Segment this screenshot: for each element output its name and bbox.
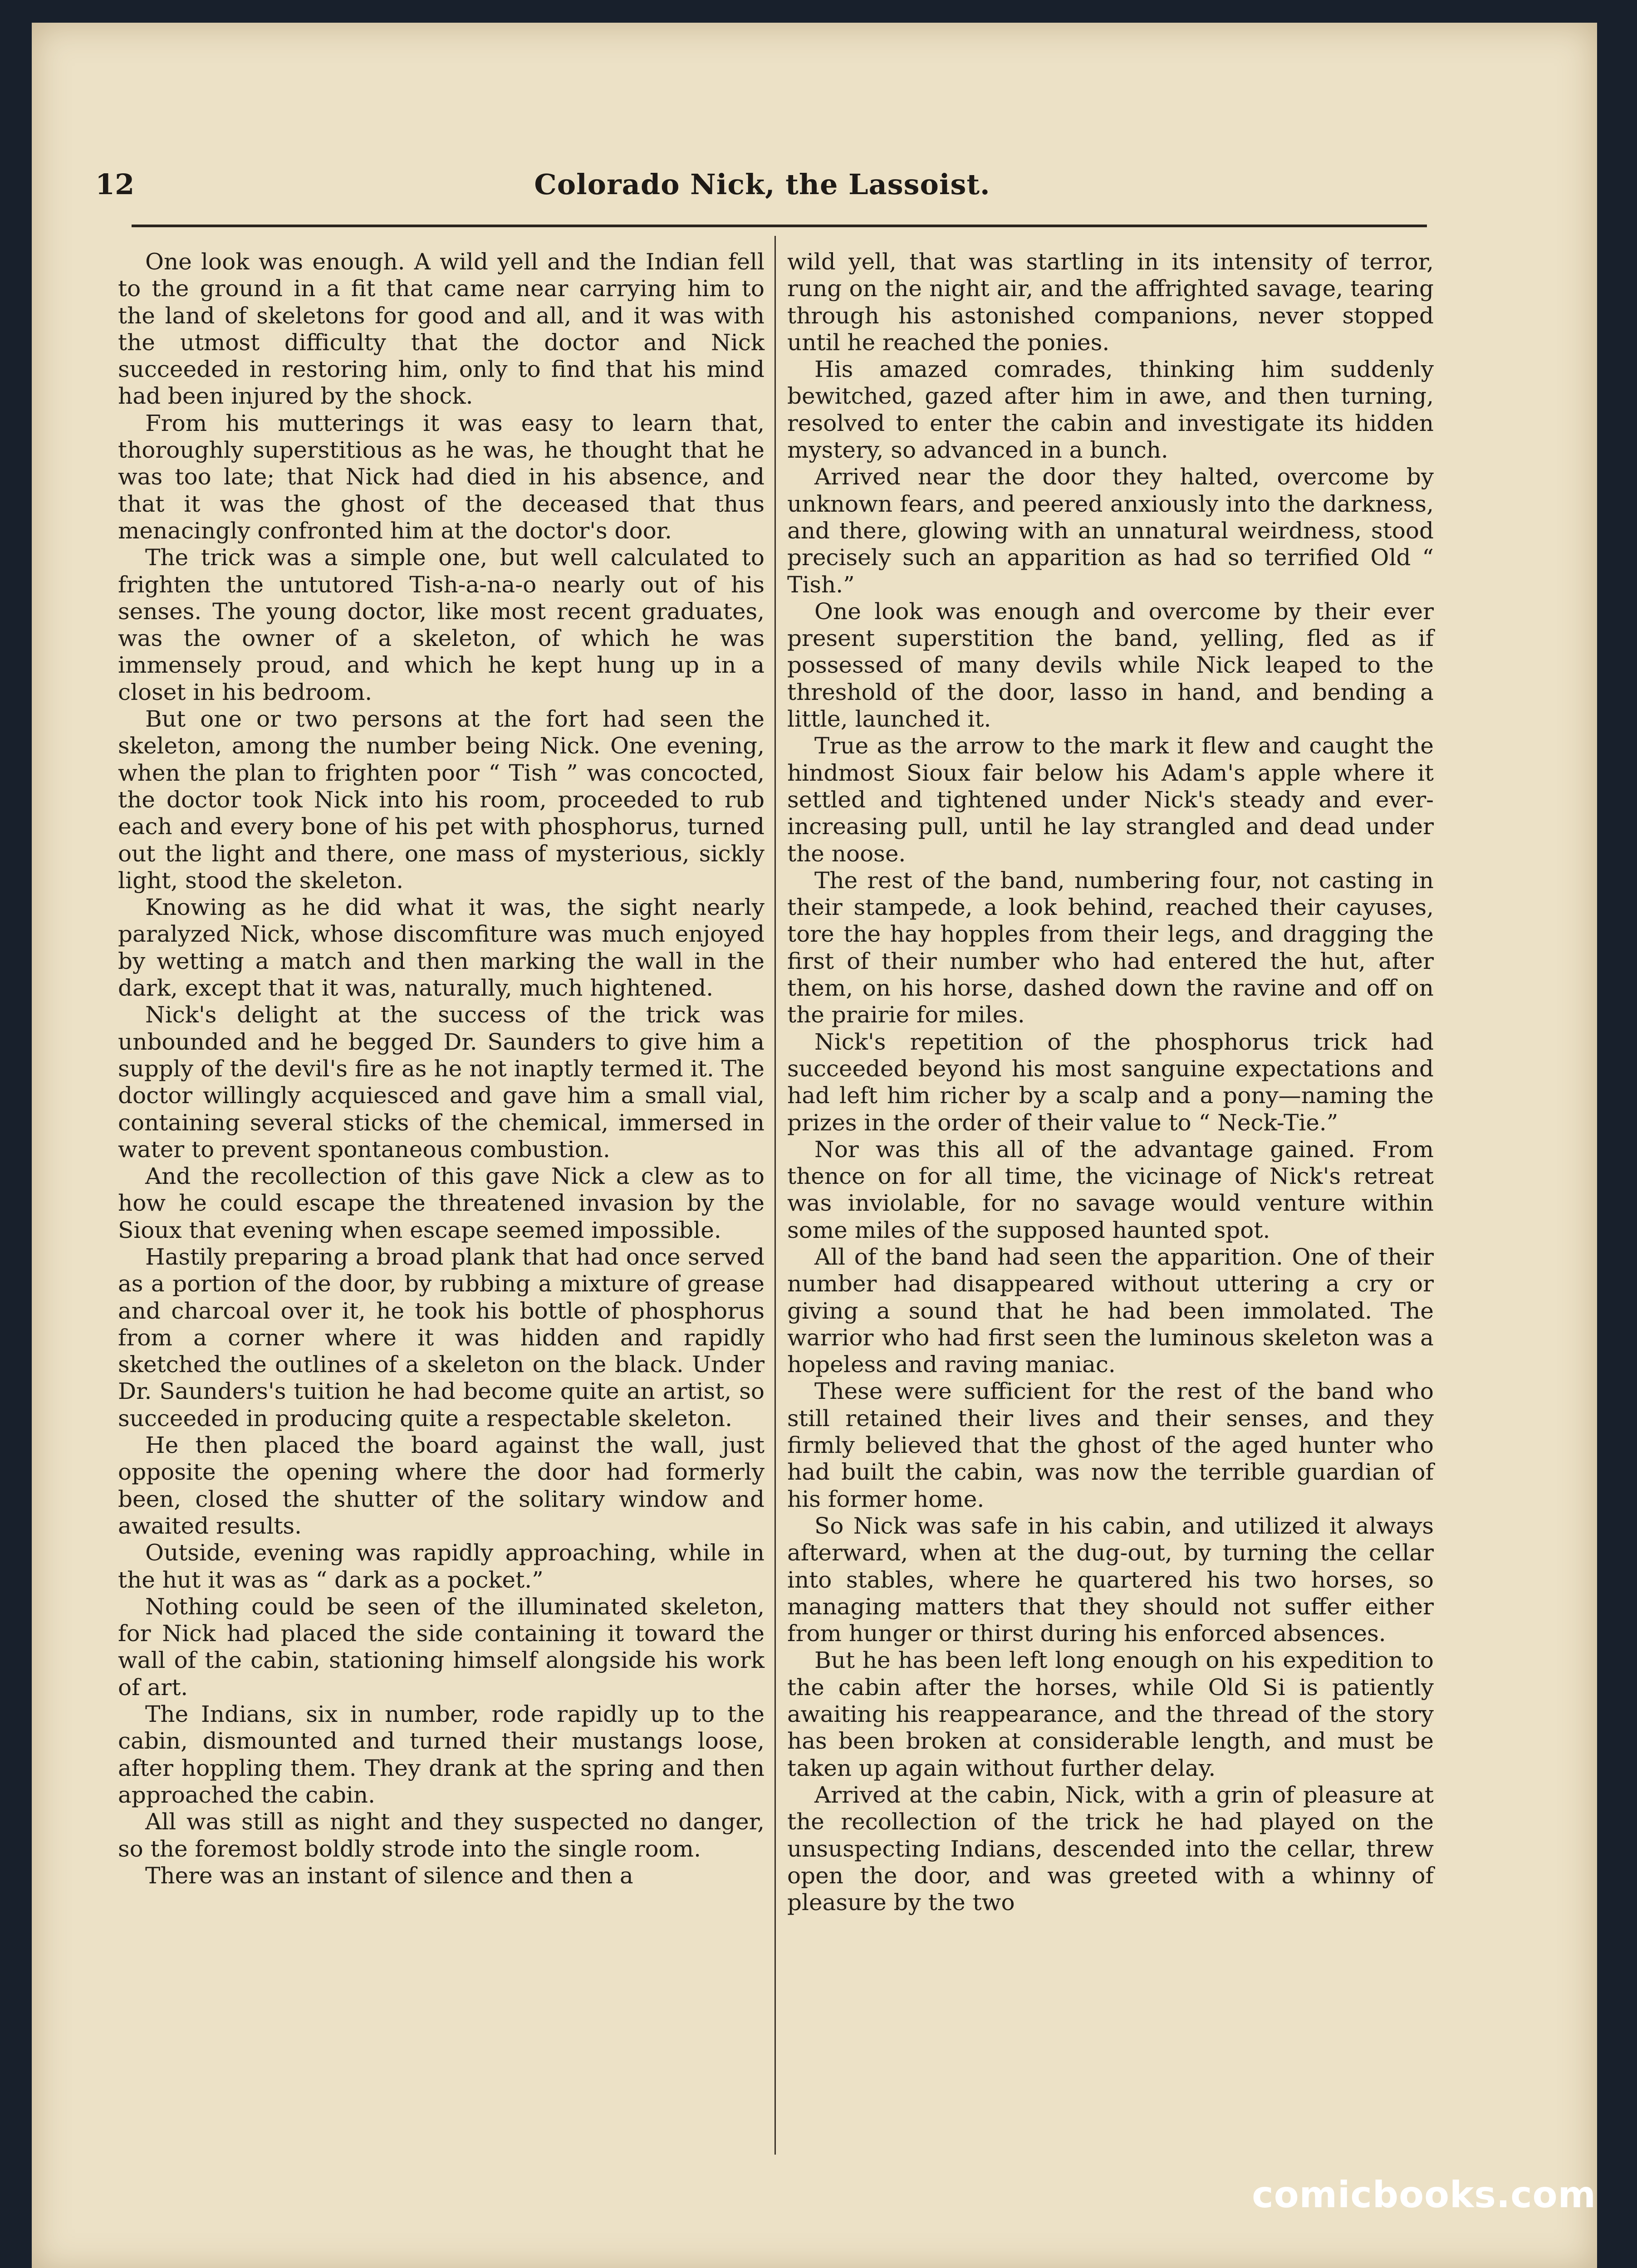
paragraph: Arrived at the cabin, Nick, with a grin of pleasure at the recollection of the trick he had played on the unsuspecting Indians, descended into the cellar, threw open the door, and was greeted with a whinny of pleasure by the two xyxy=(787,1781,1434,1916)
paragraph: Nick's delight at the success of the trick was unbounded and he begged Dr. Saunders to give him a supply of the devil's fire as he not inaptly termed it. The doctor willingly acquiesced and gave him a small vial, containing several sticks of the chemical, immersed in water to prevent spontaneous combustion. xyxy=(118,1002,765,1163)
paragraph: So Nick was safe in his cabin, and utilized it always afterward, when at the dug-out, by turning the cellar into stables, where he quartered his two horses, so managing matters that they should not suffer either from hunger or thirst during his enforced absences. xyxy=(787,1512,1434,1647)
paragraph: His amazed comrades, thinking him suddenly bewitched, gazed after him in awe, and then turning, resolved to enter the cabin and investigate its hidden mystery, so advanced in a bunch. xyxy=(787,356,1434,464)
header-rule xyxy=(132,225,1427,227)
paragraph: Nick's repetition of the phosphorus trick had succeeded beyond his most sanguine expectations and had left him richer by a scalp and a pony—naming the prizes in the order of their value to “ Neck-Tie.” xyxy=(787,1028,1434,1136)
paragraph: The trick was a simple one, but well calculated to frighten the untutored Tish-a-na-o nearly out of his senses. The young doctor, like most recent graduates, was the owner of a skeleton, of which he was immensely proud, and which he kept hung up in a closet in his bedroom. xyxy=(118,544,765,705)
watermark: comicbooks.com xyxy=(1252,2174,1596,2216)
right-column xyxy=(787,249,1434,1916)
paragraph: Nor was this all of the advantage gained. From thence on for all time, the vicinage of Nick's retreat was inviolable, for no savage would venture within some miles of the supposed haunted spot. xyxy=(787,1136,1434,1243)
paragraph: One look was enough and overcome by their ever present superstition the band, yelling, fled as if possessed of many devils while Nick leaped to the threshold of the door, lasso in hand, and bending a little, launched it. xyxy=(787,598,1434,733)
paragraph: One look was enough. A wild yell and the Indian fell to the ground in a fit that came near carrying him to the land of skeletons for good and all, and it was with the utmost difficulty that the doctor and Nick succeeded in restoring him, only to find that his mind had been injured by the shock. xyxy=(118,249,765,410)
paragraph: These were sufficient for the rest of the band who still retained their lives and their senses, and they firmly believed that the ghost of the aged hunter who had built the cabin, was now the terrible guardian of his former home. xyxy=(787,1378,1434,1512)
running-title: Colorado Nick, the Lassoist. xyxy=(534,168,990,201)
paragraph: All of the band had seen the apparition. One of their number had disappeared without uttering a cry or giving a sound that he had been immolated. The warrior who had first seen the luminous skeleton was a hopeless and raving maniac. xyxy=(787,1243,1434,1378)
paragraph: There was an instant of silence and then a xyxy=(145,1862,633,1889)
column-divider xyxy=(774,236,776,2155)
paragraph: But one or two persons at the fort had seen the skeleton, among the number being Nick. One evening, when the plan to frighten poor “ Tish ” was concocted, the doctor took Nick into his room, proceeded to rub each and every bone of his pet with phosphorus, turned out the light and there, one mass of mysterious, sickly light, stood the skeleton. xyxy=(118,706,765,894)
paragraph: The Indians, six in number, rode rapidly up to the cabin, dismounted and turned their mustangs loose, after hoppling them. They drank at the spring and then approached the cabin. xyxy=(118,1701,765,1808)
paragraph: Arrived near the door they halted, overcome by unknown fears, and peered anxiously into the darkness, and there, glowing with an unnatural weirdness, stood precisely such an apparition as had so terrified Old “ Tish.” xyxy=(787,464,1434,598)
paragraph: Knowing as he did what it was, the sight nearly paralyzed Nick, whose discomfiture was much enjoyed by wetting a match and then marking the wall in the dark, except that it was, naturally, much hightened. xyxy=(118,894,765,1002)
paragraph: From his mutterings it was easy to learn that, thoroughly superstitious as he was, he thought that he was too late; that Nick had died in his absence, and that it was the ghost of the deceased that thus menacingly confronted him at the doctor's door. xyxy=(118,410,765,544)
left-column xyxy=(118,249,765,1889)
page-header xyxy=(95,150,1429,213)
paragraph: But he has been left long enough on his expedition to the cabin after the horses, while Old Si is patiently awaiting his reappearance, and the thread of the story has been broken at considerable length, and must be taken up again without further delay. xyxy=(787,1647,1434,1781)
paragraph-continuation: wild yell, that was startling in its intensity of terror, rung on the night air, and the affrighted savage, tearing through his astonished companions, never stopped until he reached the ponies. xyxy=(787,249,1434,356)
paragraph: Hastily preparing a broad plank that had once served as a portion of the door, by rubbing a mixture of grease and charcoal over it, he took his bottle of phosphorus from a corner where it was hidden and rapidly sketched the outlines of a skeleton on the black. Under Dr. Saunders's tuition he had become quite an artist, so succeeded in producing quite a respectable skeleton. xyxy=(118,1243,765,1432)
paragraph: And the recollection of this gave Nick a clew as to how he could escape the threatened invasion by the Sioux that evening when escape seemed impossible. xyxy=(118,1163,765,1243)
page-number: 12 xyxy=(95,168,135,201)
paragraph: All was still as night and they suspected no danger, so the foremost boldly strode into the single room. xyxy=(118,1809,765,1862)
paragraph: True as the arrow to the mark it flew and caught the hindmost Sioux fair below his Adam's apple where it settled and tightened under Nick's steady and ever-increasing pull, until he lay strangled and dead under the noose. xyxy=(787,733,1434,867)
paragraph: He then placed the board against the wall, just opposite the opening where the door had formerly been, closed the shutter of the solitary window and awaited results. xyxy=(118,1432,765,1539)
paragraph: Outside, evening was rapidly approaching, while in the hut it was as “ dark as a pocket.” xyxy=(118,1540,765,1593)
paragraph: Nothing could be seen of the illuminated skeleton, for Nick had placed the side containing it toward the wall of the cabin, stationing himself alongside his work of art. xyxy=(118,1593,765,1701)
paragraph: The rest of the band, numbering four, not casting in their stampede, a look behind, reached their cayuses, tore the hay hopples from their legs, and dragging the first of their number who had entered the hut, after them, on his horse, dashed down the ravine and off on the prairie for miles. xyxy=(787,867,1434,1028)
